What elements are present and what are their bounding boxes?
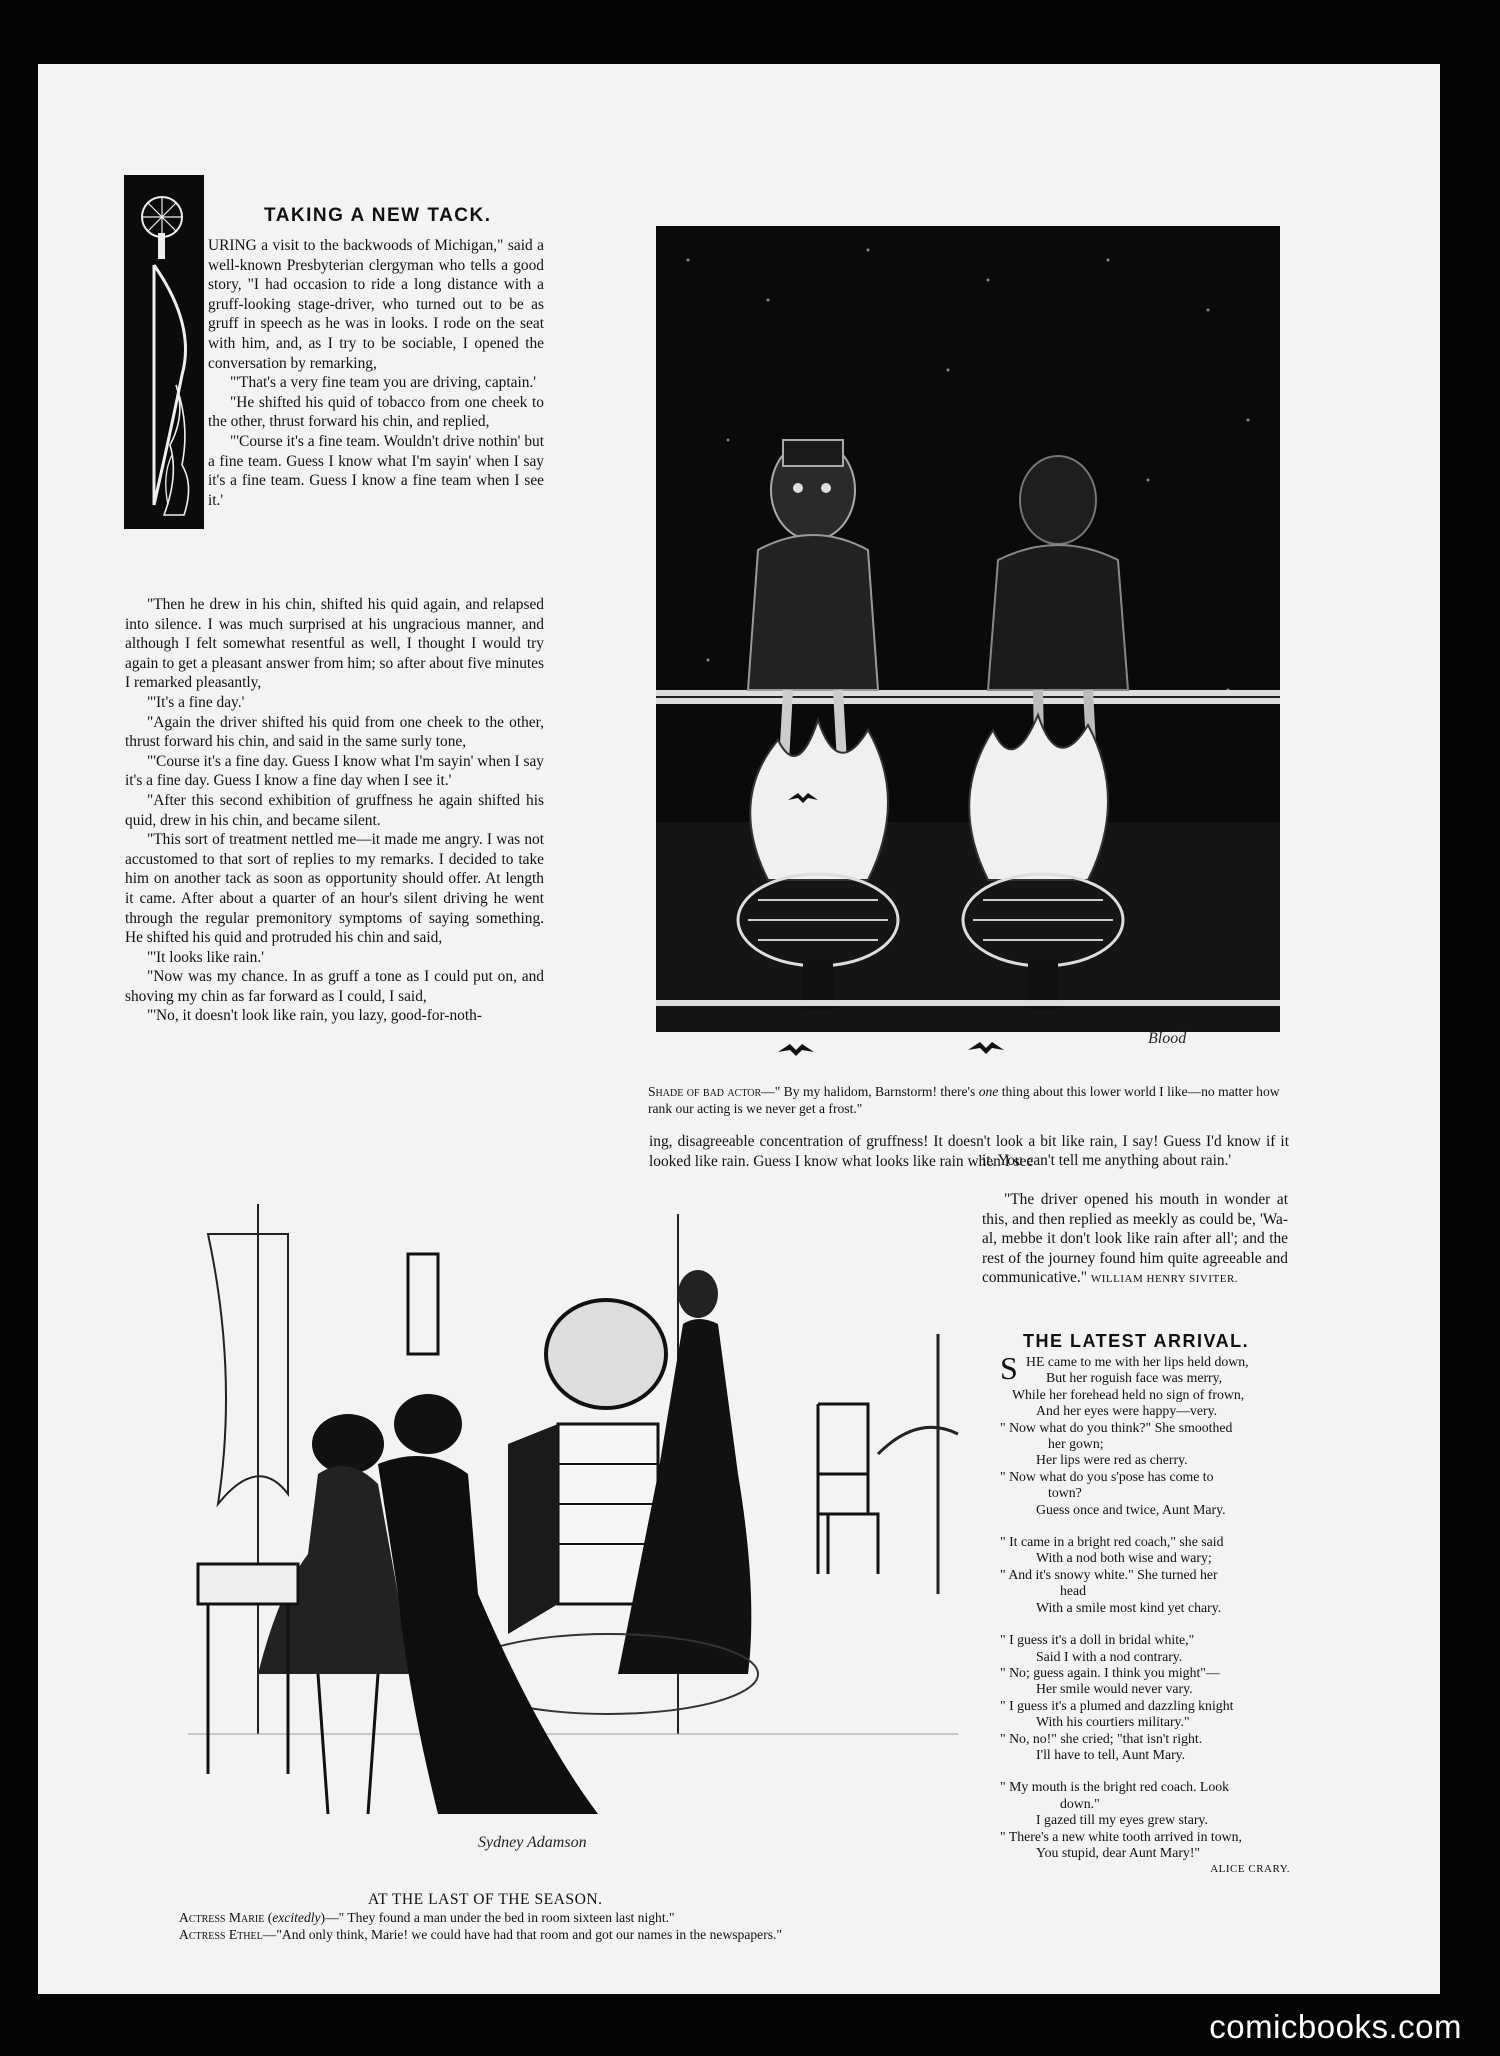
- poem-line: I'll have to tell, Aunt Mary.: [1036, 1746, 1186, 1762]
- poem-line: her gown;: [1048, 1436, 1104, 1452]
- article-column-lower: [125, 595, 544, 1026]
- poem-line: You stupid, dear Aunt Mary!": [1036, 1844, 1201, 1860]
- author-signature: WILLIAM HENRY SIVITER.: [1090, 1273, 1239, 1286]
- cartoon-title-lower: AT THE LAST OF THE SEASON.: [368, 1891, 603, 1908]
- paragraph: "This sort of treatment nettled me—it made me angry. I was not accustomed to that sort of replies to my remarks. I decided to take him on another tack as soon as opportunity should offer. At length it came. After about a quarter of an hour's silent driving he went through the regular premonitory symptoms of saying something. He shifted his quid and protruded his chin and said,: [125, 831, 544, 947]
- paragraph: "'Course it's a fine team. Wouldn't drive nothin' but a fine team. Guess I know what I'm sayin' when I say it's a fine team. Guess I know a fine team when I see it.': [208, 432, 544, 509]
- poem-line: " No, no!" she cried; "that isn't right.: [1000, 1730, 1203, 1746]
- cartoon-signature: Sydney Adamson: [478, 1834, 587, 1851]
- paragraph: "Then he drew in his chin, shifted his quid again, and relapsed into silence. I was much surprised at his ungracious manner, and although I felt somewhat resentful as well, I thought I would try again to get a pleasant answer from him; so after about five minutes I remarked pleasantly,: [125, 596, 544, 692]
- poem-line: " And it's snowy white." She turned her: [1000, 1566, 1218, 1582]
- paragraph: "'It's a fine day.': [147, 693, 245, 711]
- poem-line: " Now what do you think?" She smoothed: [1000, 1419, 1233, 1435]
- paragraph: "'Course it's a fine day. Guess I know what I'm sayin' when I say it's a fine day. Guess I know a fine day when I see it.': [125, 752, 544, 790]
- caption-text: —" By my halidom, Barnstorm! there's: [761, 1084, 979, 1099]
- article-continuation-narrow: it. You can't tell me anything about rain.': [982, 1152, 1232, 1169]
- article-final-paragraph: [982, 1190, 1288, 1290]
- paragraph: "The driver opened his mouth in wonder at this, and then replied as meekly as could be, 'Wa-al, mebbe it don't look like rain after all'; and the rest of the journey found him quite agreeable and communicative." WILLIAM HENRY SIVITER.: [982, 1191, 1288, 1287]
- poem-line: Said I with a nod contrary.: [1036, 1648, 1183, 1664]
- dressing-room-drawing: [178, 1174, 968, 1888]
- paragraph: "'No, it doesn't look like rain, you lazy, good-for-noth-: [147, 1007, 482, 1025]
- stanza-break: [1000, 1518, 1300, 1534]
- poem-line: With his courtiers military.": [1036, 1714, 1190, 1730]
- poem-line: head: [1060, 1583, 1087, 1599]
- poem-line: " I guess it's a plumed and dazzling knight: [1000, 1697, 1234, 1713]
- drop-cap-d-illustration: [124, 175, 204, 529]
- poem-line: " I guess it's a doll in bridal white,": [1000, 1632, 1195, 1648]
- paragraph: "'It looks like rain.': [147, 948, 264, 966]
- poem-line: While her forehead held no sign of frown,: [1012, 1386, 1245, 1402]
- poem-line: I gazed till my eyes grew stary.: [1036, 1812, 1208, 1828]
- paragraph: "'That's a very fine team you are driving, captain.': [230, 374, 537, 392]
- poem-line: " No; guess again. I think you might"—: [1000, 1664, 1220, 1680]
- poem-line: But her roguish face was merry,: [1046, 1370, 1223, 1386]
- paragraph: "He shifted his quid of tobacco from one cheek to the other, thrust forward his chin, and replied,: [208, 393, 544, 431]
- stanza-break: [1000, 1616, 1300, 1632]
- paragraph: "Now was my chance. In as gruff a tone as I could put on, and shoving my chin as far forward as I could, I said,: [125, 968, 544, 1005]
- article-column-upper: [208, 236, 544, 510]
- caption-line-marie: Actress Marie (excitedly)—" They found a man under the bed in room sixteen last night.": [179, 1910, 675, 1925]
- cartoon-signature: Blood: [1148, 1030, 1187, 1047]
- drop-cap-ornament: [124, 175, 204, 529]
- caption-line-ethel: Actress Ethel—"And only think, Marie! we could have had that room and got our names in the newspapers.": [179, 1926, 782, 1942]
- article-title: TAKING A NEW TACK.: [264, 205, 492, 226]
- poem-line: Her smile would never vary.: [1036, 1681, 1193, 1697]
- poem-body: [1000, 1350, 1300, 1878]
- caption-text: thing about this lower world I like—no matter how rank our acting is we never get a frost.": [648, 1084, 1280, 1116]
- poem-line: With a smile most kind yet chary.: [1036, 1599, 1222, 1615]
- poem-line: " It came in a bright red coach," she said: [1000, 1534, 1224, 1550]
- poem-line: Her lips were red as cherry.: [1036, 1452, 1188, 1468]
- poem-line: Guess once and twice, Aunt Mary.: [1036, 1501, 1226, 1517]
- poem-line: HE came to me with her lips held down,: [1026, 1354, 1249, 1369]
- article-continuation-wide: ing, disagreeable concentration of gruffness! It doesn't look a bit like rain, I say! Guess I'd know if it looked like rain. Guess I know what looks like rain when I see: [649, 1133, 1289, 1170]
- cartoon-caption-lower: [179, 1910, 969, 1943]
- poem-author: ALICE CRARY.: [1210, 1863, 1290, 1876]
- poem-line: down.": [1060, 1795, 1100, 1811]
- poem-title: THE LATEST ARRIVAL.: [1023, 1331, 1250, 1351]
- stanza-break: [1000, 1763, 1300, 1779]
- devils-on-fence-drawing: [648, 220, 1288, 1086]
- paragraph: "After this second exhibition of gruffness he again shifted his quid, drew in his chin, and became silent.: [125, 791, 544, 829]
- cartoon-caption-upper: [648, 1084, 1288, 1117]
- magazine-page: [38, 64, 1440, 1994]
- poem-drop-letter: S: [1000, 1350, 1018, 1386]
- site-watermark: comicbooks.com: [1209, 2008, 1462, 2045]
- poem-line: " There's a new white tooth arrived in town,: [1000, 1828, 1242, 1844]
- caption-speaker: Shade of bad actor: [648, 1084, 762, 1099]
- poem-line: With a nod both wise and wary;: [1036, 1550, 1212, 1566]
- caption-emphasis: one: [978, 1084, 999, 1099]
- paragraph: URING a visit to the backwoods of Michigan," said a well-known Presbyterian clergyman who tells a good story, "I had occasion to ride a long distance with a gruff-looking stage-driver, who turned out to be as gruff in speech as he was in looks. I rode on the seat with him, and, as I try to be sociable, I opened the conversation by remarking,: [208, 237, 544, 372]
- poem-line: " Now what do you s'pose has come to: [1000, 1468, 1214, 1484]
- poem-line: " My mouth is the bright red coach. Look: [1000, 1779, 1230, 1795]
- cartoon-hell-illustration: [648, 220, 1288, 1086]
- poem-line: town?: [1048, 1485, 1082, 1501]
- paragraph: "Again the driver shifted his quid from one cheek to the other, thrust forward his chin, and said in the same surly tone,: [125, 713, 544, 751]
- cartoon-actresses-illustration: [178, 1174, 968, 1888]
- poem-line: And her eyes were happy—very.: [1036, 1403, 1218, 1419]
